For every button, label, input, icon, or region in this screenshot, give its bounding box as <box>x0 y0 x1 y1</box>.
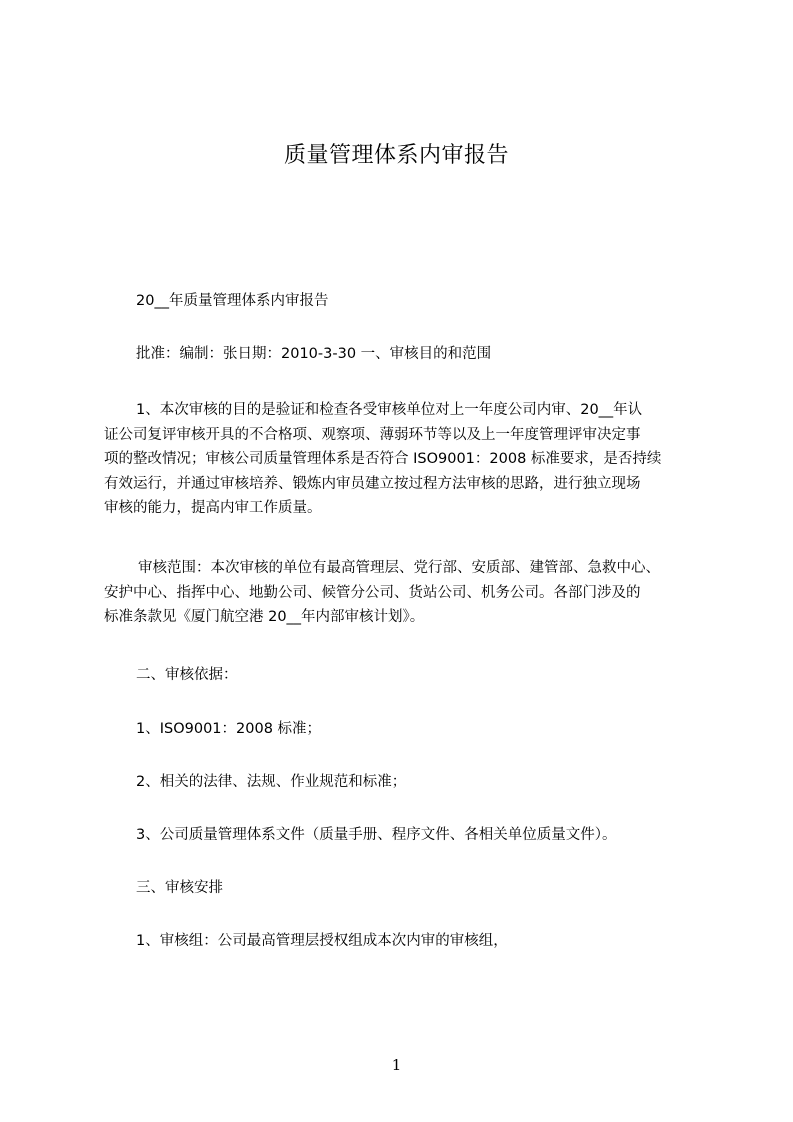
arrangement-item: 1、审核组：公司最高管理层授权组成本次内审的审核组， <box>136 933 508 949</box>
report-subtitle: 20__年质量管理体系内审报告 <box>136 293 329 309</box>
purpose-paragraph <box>104 398 704 521</box>
basis-item: 1、ISO9001：2008 标准； <box>136 721 322 737</box>
page-number: 1 <box>391 1056 402 1074</box>
basis-item: 3、公司质量管理体系文件（质量手册、程序文件、各相关单位质量文件）。 <box>136 827 617 843</box>
scope-line: 审核范围：本次审核的单位有最高管理层、党行部、安质部、建管部、急救中心、 <box>138 560 660 576</box>
basis-heading: 二、审核依据： <box>136 667 238 683</box>
purpose-line: 1、本次审核的目的是验证和检查各受审核单位对上一年度公司内审、20__年认 <box>136 402 643 418</box>
document-title: 质量管理体系内审报告 <box>283 143 509 168</box>
scope-line: 安护中心、指挥中心、地勤公司、候管分公司、货站公司、机务公司。各部门涉及的 <box>104 584 641 601</box>
basis-item: 2、相关的法律、法规、作业规范和标准； <box>136 774 407 790</box>
arrangement-heading: 三、审核安排 <box>136 880 223 896</box>
approval-line: 批准：编制：张日期：2010-3-30 一、审核目的和范围 <box>136 346 492 362</box>
purpose-line: 审核的能力，提高内审工作质量。 <box>104 500 322 516</box>
purpose-line: 有效运行，并通过审核培养、锻炼内审员建立按过程方法审核的思路，进行独立现场 <box>104 475 641 492</box>
purpose-line: 证公司复评审核开具的不合格项、观察项、薄弱环节等以及上一年度管理评审决定事 <box>104 426 641 443</box>
scope-paragraph <box>104 556 704 630</box>
purpose-line: 项的整改情况；审核公司质量管理体系是否符合 ISO9001：2008 标准要求，是否持续 <box>104 451 662 467</box>
scope-line: 标准条款见《厦门航空港 20__年内部审核计划》。 <box>104 609 425 625</box>
